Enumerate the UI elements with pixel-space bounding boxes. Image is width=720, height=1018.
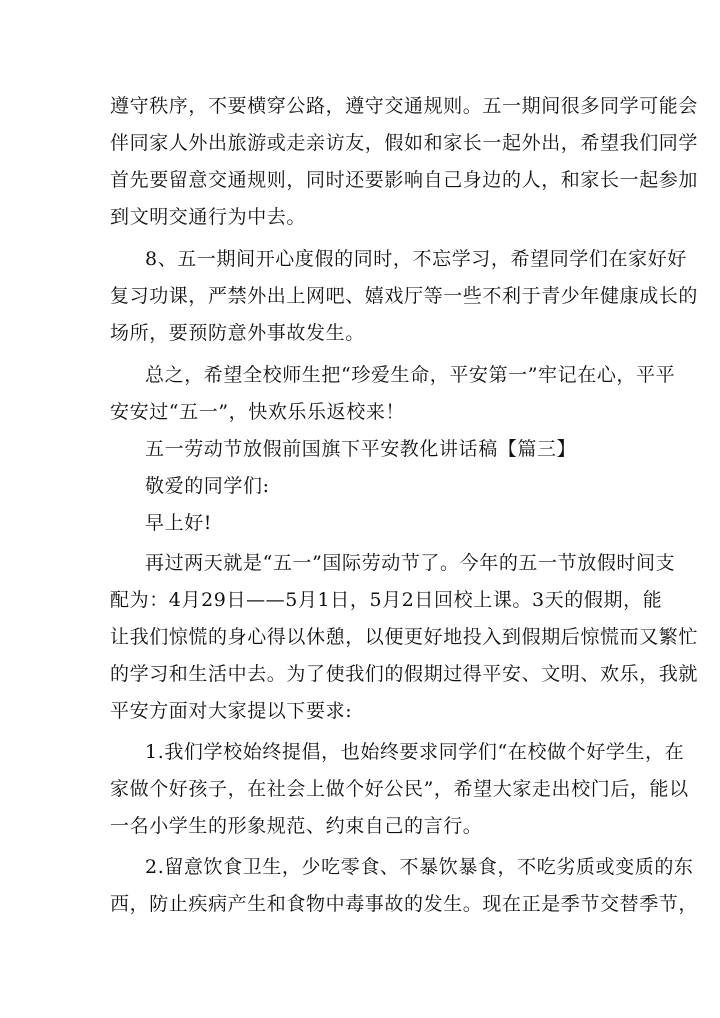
text-line: 配为：4月29日——5月1日，5月2日回校上课。3天的假期，能 <box>110 589 663 611</box>
text-line: 安安过“五一”，快欢乐乐返校来！ <box>110 401 406 423</box>
text-line: 复习功课，严禁外出上网吧、嬉戏厅等一些不利于青少年健康成长的 <box>110 285 699 307</box>
text-line: 遵守秩序，不要横穿公路，遵守交通规则。五一期间很多同学可能会 <box>110 95 699 117</box>
text-line: 首先要留意交通规则，同时还要影响自己身边的人，和家长一起参加 <box>110 169 699 191</box>
text-line: 8、五一期间开心度假的同时，不忘学习，希望同学们在家好好 <box>145 248 687 270</box>
text-line: 总之，希望全校师生把“珍爱生命，平安第一”牢记在心，平平 <box>145 364 676 386</box>
section-title: 五一劳动节放假前国旗下平安教化讲话稿【篇三】 <box>145 438 577 460</box>
text-line: 让我们惊慌的身心得以休憩，以便更好地投入到假期后惊慌而又繁忙 <box>110 626 699 648</box>
text-line: 伴同家人外出旅游或走亲访友，假如和家长一起外出，希望我们同学 <box>110 132 699 154</box>
text-line: 西，防止疾病产生和食物中毒事故的发生。现在正是季节交替季节， <box>110 893 699 915</box>
text-line: 场所，要预防意外事故发生。 <box>110 322 365 344</box>
text-line: 平安方面对大家提以下要求: <box>110 700 353 722</box>
text-line: 的学习和生活中去。为了使我们的假期过得平安、文明、欢乐，我就 <box>110 663 699 685</box>
text-line: 一名小学生的形象规范、约束自己的言行。 <box>110 815 483 837</box>
text-line: 到文明交通行为中去。 <box>110 206 307 228</box>
greeting: 早上好! <box>145 512 213 534</box>
text-line: 2.留意饮食卫生，少吃零食、不暴饮暴食，不吃劣质或变质的东 <box>145 856 694 878</box>
text-line: 再过两天就是“五一”国际劳动节了。今年的五一节放假时间支 <box>145 552 676 574</box>
text-line: 1.我们学校始终提倡，也始终要求同学们“在校做个好学生，在 <box>145 741 685 763</box>
salutation: 敬爱的同学们: <box>145 475 270 497</box>
text-line: 家做个好孩子，在社会上做个好公民”，希望大家走出校门后，能以 <box>110 778 689 800</box>
